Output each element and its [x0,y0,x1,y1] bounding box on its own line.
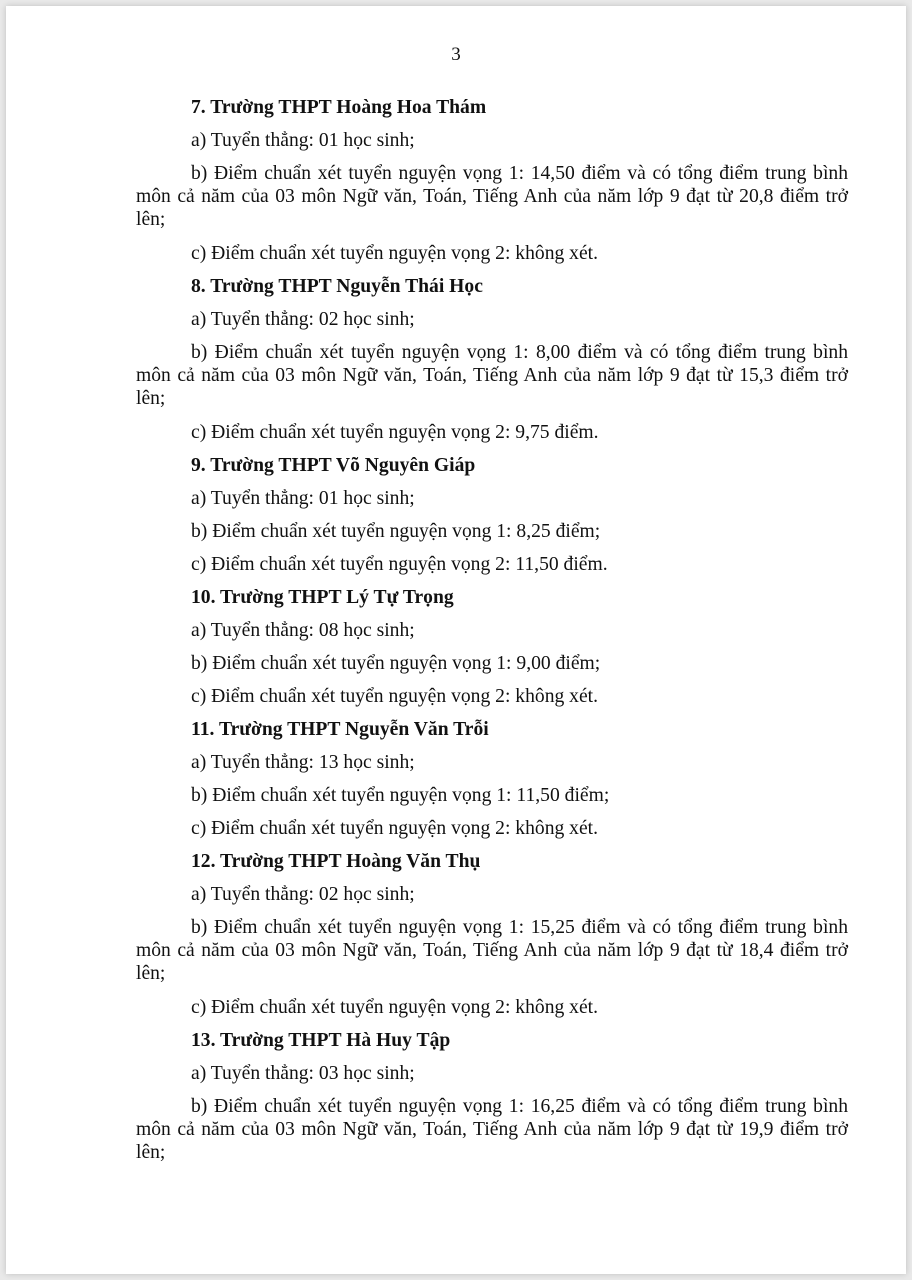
admission-item: b) Điểm chuẩn xét tuyển nguyện vọng 1: 8,25 điểm; [191,521,601,542]
school-heading: 12. Trường THPT Hoàng Văn Thụ [191,851,481,872]
admission-item: c) Điểm chuẩn xét tuyển nguyện vọng 2: không xét. [191,818,599,839]
admission-item: a) Tuyển thẳng: 02 học sinh; [191,309,415,330]
school-heading: 10. Trường THPT Lý Tự Trọng [191,587,454,608]
admission-item: b) Điểm chuẩn xét tuyển nguyện vọng 1: 15,25 điểm và có tổng điểm trung bình môn cả năm của 03 môn Ngữ văn, Toán, Tiếng Anh của năm lớp 9 đạt từ 18,4 điểm trở lên; [136,917,848,984]
admission-item: c) Điểm chuẩn xét tuyển nguyện vọng 2: 11,50 điểm. [191,554,608,575]
admission-item: a) Tuyển thẳng: 01 học sinh; [191,130,415,151]
school-heading: 11. Trường THPT Nguyễn Văn Trỗi [191,719,489,740]
admission-item: b) Điểm chuẩn xét tuyển nguyện vọng 1: 11,50 điểm; [191,785,610,806]
admission-item: c) Điểm chuẩn xét tuyển nguyện vọng 2: 9,75 điểm. [191,422,599,443]
admission-item: b) Điểm chuẩn xét tuyển nguyện vọng 1: 9,00 điểm; [191,653,601,674]
school-heading: 7. Trường THPT Hoàng Hoa Thám [191,97,487,118]
admission-item: a) Tuyển thẳng: 08 học sinh; [191,620,415,641]
document-page [6,6,906,1274]
admission-item: c) Điểm chuẩn xét tuyển nguyện vọng 2: không xét. [191,243,599,264]
admission-item: c) Điểm chuẩn xét tuyển nguyện vọng 2: không xét. [191,997,599,1018]
admission-item: a) Tuyển thẳng: 13 học sinh; [191,752,415,773]
admission-item: c) Điểm chuẩn xét tuyển nguyện vọng 2: không xét. [191,686,599,707]
admission-item: a) Tuyển thẳng: 01 học sinh; [191,488,415,509]
school-heading: 9. Trường THPT Võ Nguyên Giáp [191,455,476,476]
school-heading: 13. Trường THPT Hà Huy Tập [191,1030,451,1051]
document-body [136,96,848,1175]
admission-item: a) Tuyển thẳng: 03 học sinh; [191,1063,415,1084]
school-heading: 8. Trường THPT Nguyễn Thái Học [191,276,483,297]
admission-item: b) Điểm chuẩn xét tuyển nguyện vọng 1: 8,00 điểm và có tổng điểm trung bình môn cả năm của 03 môn Ngữ văn, Toán, Tiếng Anh của năm lớp 9 đạt từ 15,3 điểm trở lên; [136,342,848,409]
admission-item: b) Điểm chuẩn xét tuyển nguyện vọng 1: 16,25 điểm và có tổng điểm trung bình môn cả năm của 03 môn Ngữ văn, Toán, Tiếng Anh của năm lớp 9 đạt từ 19,9 điểm trở lên; [136,1096,848,1163]
admission-item: a) Tuyển thẳng: 02 học sinh; [191,884,415,905]
admission-item: b) Điểm chuẩn xét tuyển nguyện vọng 1: 14,50 điểm và có tổng điểm trung bình môn cả năm của 03 môn Ngữ văn, Toán, Tiếng Anh của năm lớp 9 đạt từ 20,8 điểm trở lên; [136,163,848,230]
page-number: 3 [451,44,461,65]
